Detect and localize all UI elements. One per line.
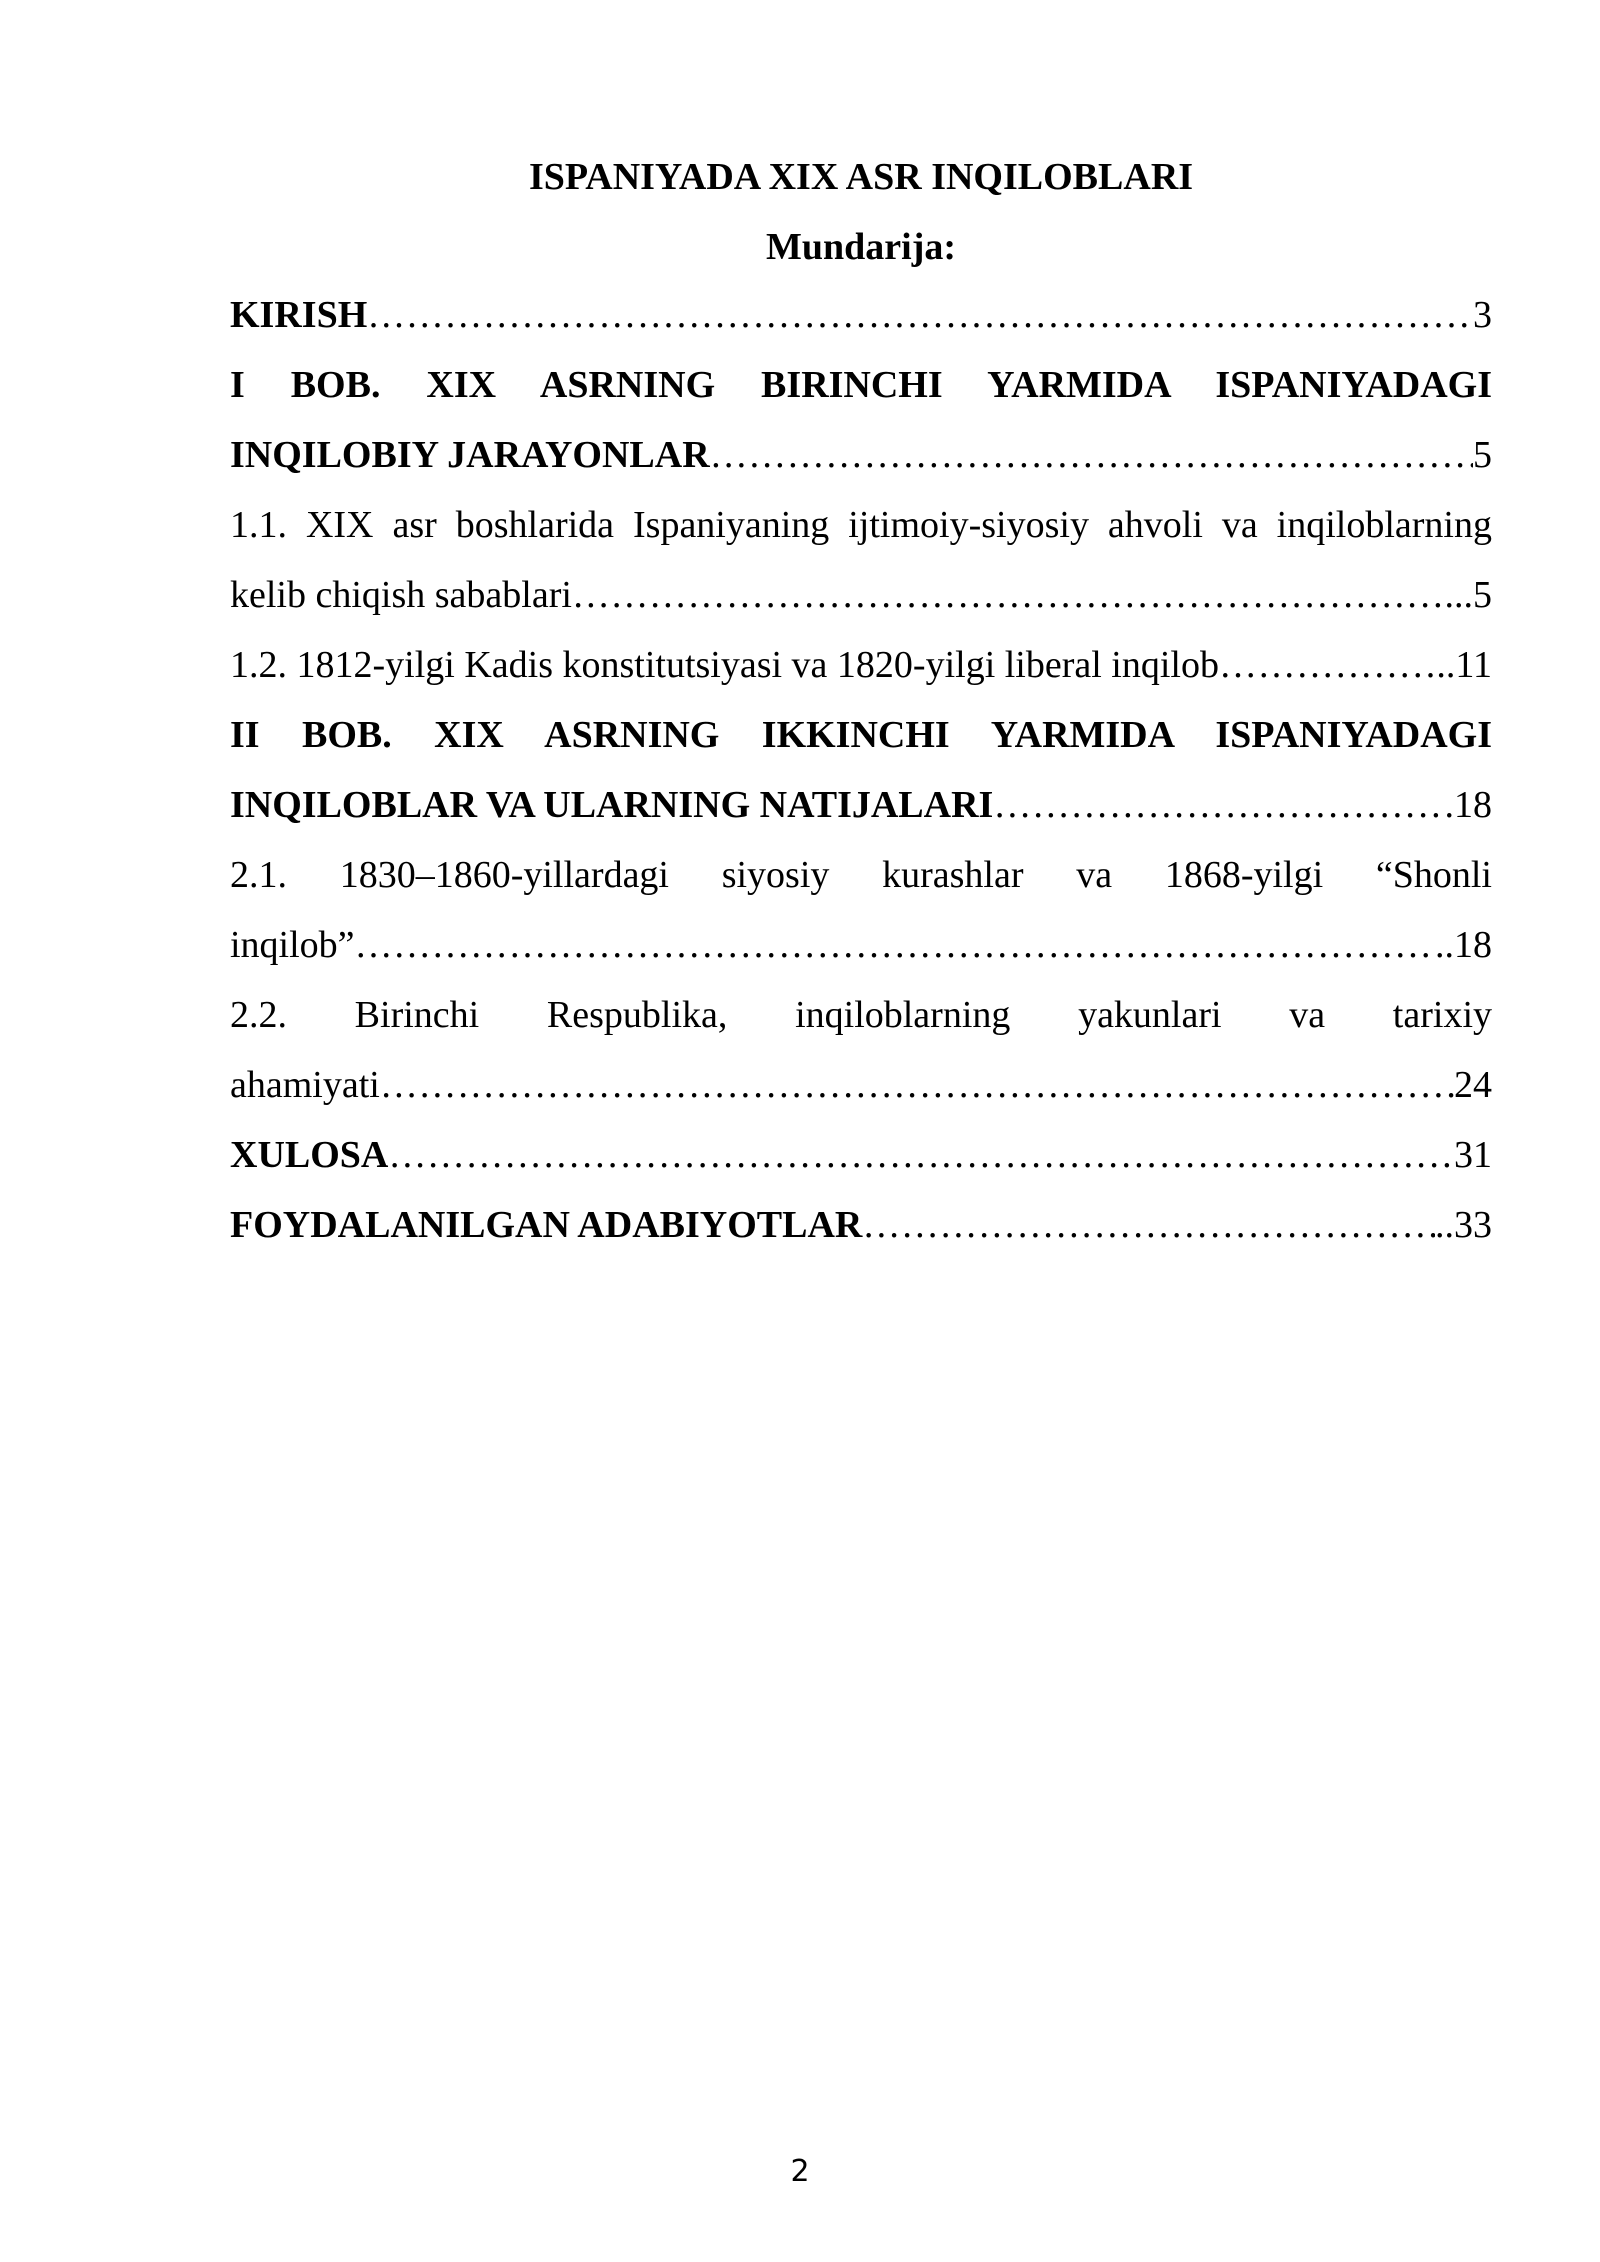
leader-dots [355, 920, 1435, 970]
toc-entry-label: inqilob” [230, 924, 355, 966]
toc-entry-label: INQILOBIY JARAYONLAR [230, 434, 710, 476]
toc-page-number: ...5 [1444, 574, 1492, 616]
toc-entry-adabiyotlar [230, 1200, 1492, 1250]
toc-heading: Mundarija: [766, 226, 956, 268]
toc-entry-label: FOYDALANILGAN ADABIYOTLAR [230, 1204, 863, 1246]
document-title: ISPANIYADA XIX ASR INQILOBLARI [528, 156, 1194, 198]
toc-entry-1-1-line1: 1.1. XIX asr boshlarida Ispaniyaning ijtimoiy-siyosiy ahvoli va inqiloblarning [230, 504, 1492, 546]
toc-entry-kirish [230, 290, 1492, 340]
toc-entry-2-1-line1: 2.1. 1830–1860-yillardagi siyosiy kurashlar va 1868-yilgi “Shonli [230, 854, 1492, 896]
toc-page-number: 24 [1454, 1064, 1492, 1106]
toc-page-number: .18 [1444, 784, 1492, 826]
leader-dots [367, 290, 1473, 340]
toc-entry-label: ahamiyati [230, 1064, 380, 1106]
toc-page-number: 3 [1473, 294, 1492, 336]
toc-entry-bob2-line1: II BOB. XIX ASRNING IKKINCHI YARMIDA ISPANIYADAGI [230, 714, 1492, 756]
toc-entry-bob1-line1: I BOB. XIX ASRNING BIRINCHI YARMIDA ISPANIYADAGI [230, 364, 1492, 406]
toc-entry-2-2-line2 [230, 1060, 1492, 1110]
leader-dots [388, 1130, 1454, 1180]
toc-entry-2-1-line2 [230, 920, 1492, 970]
toc-entry-1-1-line2 [230, 570, 1492, 620]
toc-entry-label: INQILOBLAR VA ULARNING NATIJALARI [230, 784, 994, 826]
toc-entry-2-2-line1: 2.2. Birinchi Respublika, inqiloblarning yakunlari va tarixiy [230, 994, 1492, 1036]
leader-dots [993, 780, 1444, 830]
toc-entry-bob1-line2 [230, 430, 1492, 480]
leader-dots [1219, 640, 1436, 690]
toc-entry-bob2-line2 [230, 780, 1492, 830]
page-number: 2 [790, 2154, 810, 2189]
leader-dots [862, 1200, 1435, 1250]
toc-entry-label: 1.2. 1812-yilgi Kadis konstitutsiyasi va 1820-yilgi liberal inqilob [230, 644, 1219, 686]
toc-entry-label: KIRISH [230, 294, 368, 336]
leader-dots [710, 430, 1473, 480]
toc-entry-xulosa [230, 1130, 1492, 1180]
toc-entry-label: XULOSA [230, 1134, 389, 1176]
toc-page-number: ..33 [1435, 1204, 1492, 1246]
toc-page-number: ..11 [1436, 644, 1492, 686]
toc-entry-label: kelib chiqish sabablari [230, 574, 572, 616]
toc-page-number: ..18 [1435, 924, 1492, 966]
leader-dots [380, 1060, 1454, 1110]
leader-dots [572, 570, 1445, 620]
toc-entry-1-2 [230, 640, 1492, 690]
toc-page-number: 5 [1473, 434, 1492, 476]
toc-page-number: 31 [1454, 1134, 1492, 1176]
